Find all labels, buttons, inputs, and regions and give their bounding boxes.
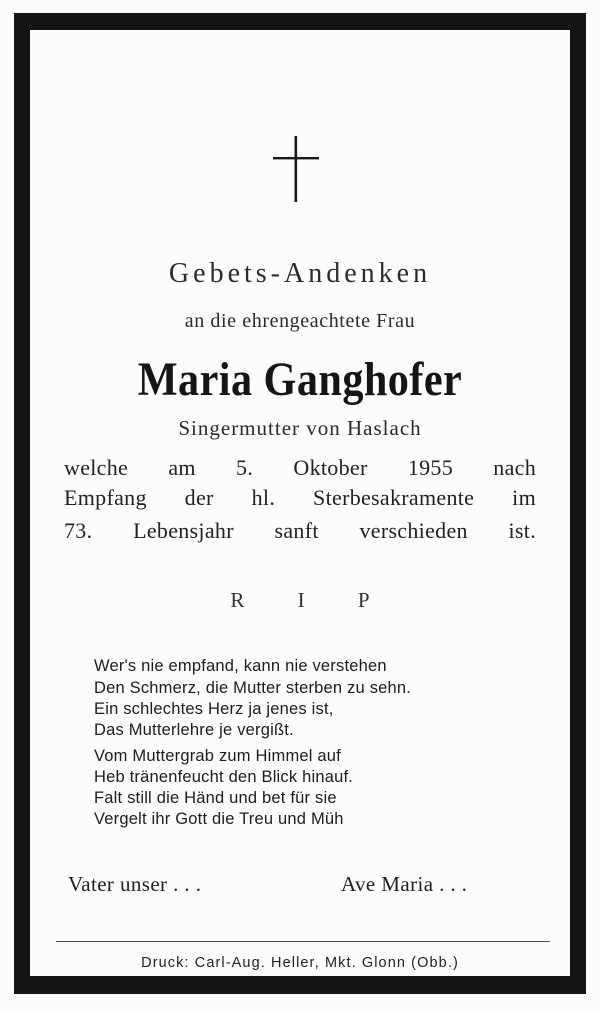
rip-text: R I P (230, 588, 394, 612)
poem-line: Falt still die Händ und bet für sie (94, 789, 337, 807)
occupation-line: Singermutter von Haslach (178, 416, 422, 440)
poem-line: Das Mutterlehre je vergißt. (94, 721, 294, 739)
dedication-line: an die ehrengeachtete Frau (184, 310, 416, 332)
prayer-vater-unser: Vater unser . . . (68, 872, 202, 896)
cross-icon (273, 136, 319, 202)
death-notice-line: welche am 5. Oktober 1955 nach (64, 455, 536, 480)
prayer-ave-maria: Ave Maria . . . (341, 872, 468, 896)
poem-line: Den Schmerz, die Mutter sterben zu sehn. (94, 679, 412, 697)
death-notice-line: 73. Lebensjahr sanft verschieden ist. (64, 518, 536, 543)
poem-line: Wer's nie empfand, kann nie verstehen (94, 657, 387, 675)
death-notice-line: Empfang der hl. Sterbesakramente im (64, 485, 536, 510)
deceased-name: Maria Ganghofer (137, 353, 463, 406)
poem-line: Vom Muttergrab zum Himmel auf (94, 747, 341, 765)
printer-imprint: Druck: Carl-Aug. Heller, Mkt. Glonn (Obb.) (141, 955, 459, 971)
card-heading: Gebets-Andenken (168, 258, 432, 289)
poem-line: Heb tränenfeucht den Blick hinauf. (94, 768, 354, 786)
poem-line: Ein schlechtes Herz ja jenes ist, (94, 700, 334, 718)
poem-line: Vergelt ihr Gott die Treu und Müh (94, 810, 344, 828)
divider-line (56, 941, 550, 942)
